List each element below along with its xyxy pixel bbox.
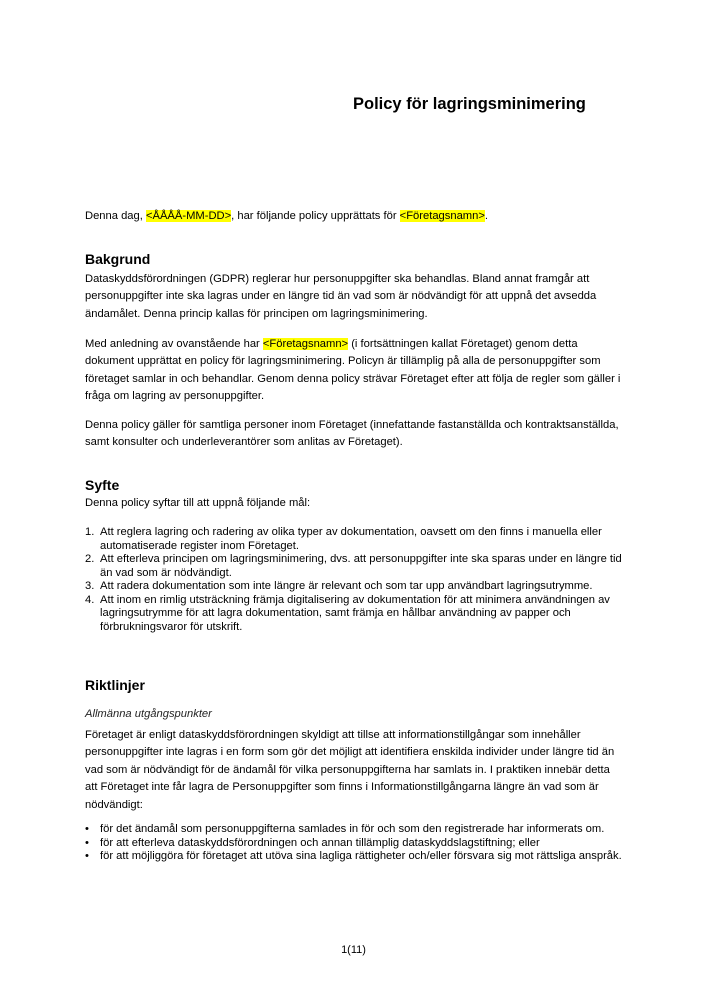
list-item — [85, 526, 625, 553]
bullet-icon: • — [85, 836, 89, 849]
subheading-allmanna-utgangspunkter: Allmänna utgångspunkter — [85, 708, 212, 720]
intro-prefix: Denna dag, — [85, 210, 146, 222]
list-item-text: för att möjliggöra för företaget att utöva sina lagliga rättigheter och/eller försvara sig mot rättsliga anspråk. — [100, 850, 622, 862]
bullet-icon: • — [85, 850, 89, 862]
heading-syfte: Syfte — [85, 477, 120, 493]
heading-bakgrund: Bakgrund — [85, 251, 151, 267]
list-marker: 1. — [85, 526, 95, 538]
list-item — [85, 594, 625, 635]
list-item-text: för att efterleva dataskyddsförordningen och annan tillämplig dataskyddslagstiftning; eller — [100, 836, 540, 849]
company-placeholder-2: <Företagsnamn> — [262, 338, 349, 350]
list-item-text: Att efterleva principen om lagringsminimering, dvs. att personuppgifter inte ska sparas under en längre tid än vad som är nödvändigt. — [100, 553, 622, 579]
list-marker: 2. — [85, 553, 95, 565]
list-item — [85, 850, 625, 864]
document-title: Policy för lagringsminimering — [353, 95, 586, 114]
list-item-text: Att inom en rimlig utsträckning främja digitalisering av dokumentation för att minimera användningen av lagringsutrymme för att lagra dokumentation, samt främja en hållbar användning av papper och förbrukningsvaror för utskrift. — [100, 593, 610, 633]
date-placeholder: <ÅÅÅÅ-MM-DD> — [145, 210, 232, 222]
bakgrund-paragraph-1: Dataskyddsförordningen (GDPR) reglerar hur personuppgifter ska behandlas. Bland annat framgår att personuppgifter inte ska lagras under en längre tid än vad som är nödvändigt för att uppnå det avsedda ändamålet. Denna princip kallas för principen om lagringsminimering. — [85, 273, 597, 320]
intro-suffix: . — [484, 210, 488, 222]
list-marker: 4. — [85, 593, 95, 606]
list-item-text: Att radera dokumentation som inte längre är relevant och som tar upp användbart lagringsutrymme. — [100, 580, 593, 592]
intro-paragraph — [85, 208, 625, 225]
page-number: 1(11) — [341, 944, 366, 956]
list-item — [85, 823, 625, 837]
company-placeholder: <Företagsnamn> — [399, 210, 485, 222]
syfte-list — [85, 526, 625, 634]
list-item — [85, 580, 625, 594]
intro-middle: , har följande policy upprättats för — [231, 210, 400, 222]
bakgrund-paragraph-3: Denna policy gäller för samtliga personer inom Företaget (innefattande fastanställda och kontraktsanställda, samt konsulter och underleverantörer som anlitas av Företaget). — [85, 419, 619, 449]
list-item — [85, 553, 625, 580]
riktlinjer-paragraph-1: Företaget är enligt dataskyddsförordningen skyldigt att tillse att informationstillgångar som innehåller personuppgifter inte lagras i en form som gör det möjligt att identifiera enskilda individer under längre tid än vad som är nödvändigt för de ändamål för vilka personuppgifterna har samlats in. I praktiken innebär detta att Företaget inte får lagra de Personuppgifter som finns i Informationstillgångarna längre än vad som är nödvändigt: — [85, 729, 615, 811]
syfte-intro: Denna policy syftar till att uppnå följande mål: — [85, 497, 311, 509]
list-item-text: Att reglera lagring och radering av olika typer av dokumentation, oavsett om den finns i manuella eller automatiserade register inom Företaget. — [100, 526, 602, 552]
bullet-icon: • — [85, 823, 89, 835]
p2-prefix: Med anledning av ovanstående har — [85, 338, 263, 350]
bakgrund-paragraph-2 — [85, 336, 625, 406]
list-item — [85, 837, 625, 851]
p2-suffix: (i fortsättningen kallat Företaget) genom detta dokument upprättat en policy för lagringsminimering. Policyn är tillämplig på alla de personuppgifter som företaget samlar in och behandlar. Genom denna policy strävar Företaget efter att följa de regler som gäller i fråga om lagring av personuppgifter. — [85, 338, 621, 403]
heading-riktlinjer: Riktlinjer — [85, 677, 145, 693]
list-item-text: för det ändamål som personuppgifterna samlades in för och som den registrerade har informerats om. — [100, 823, 605, 835]
list-marker: 3. — [85, 580, 95, 592]
riktlinjer-bullet-list — [85, 823, 625, 864]
